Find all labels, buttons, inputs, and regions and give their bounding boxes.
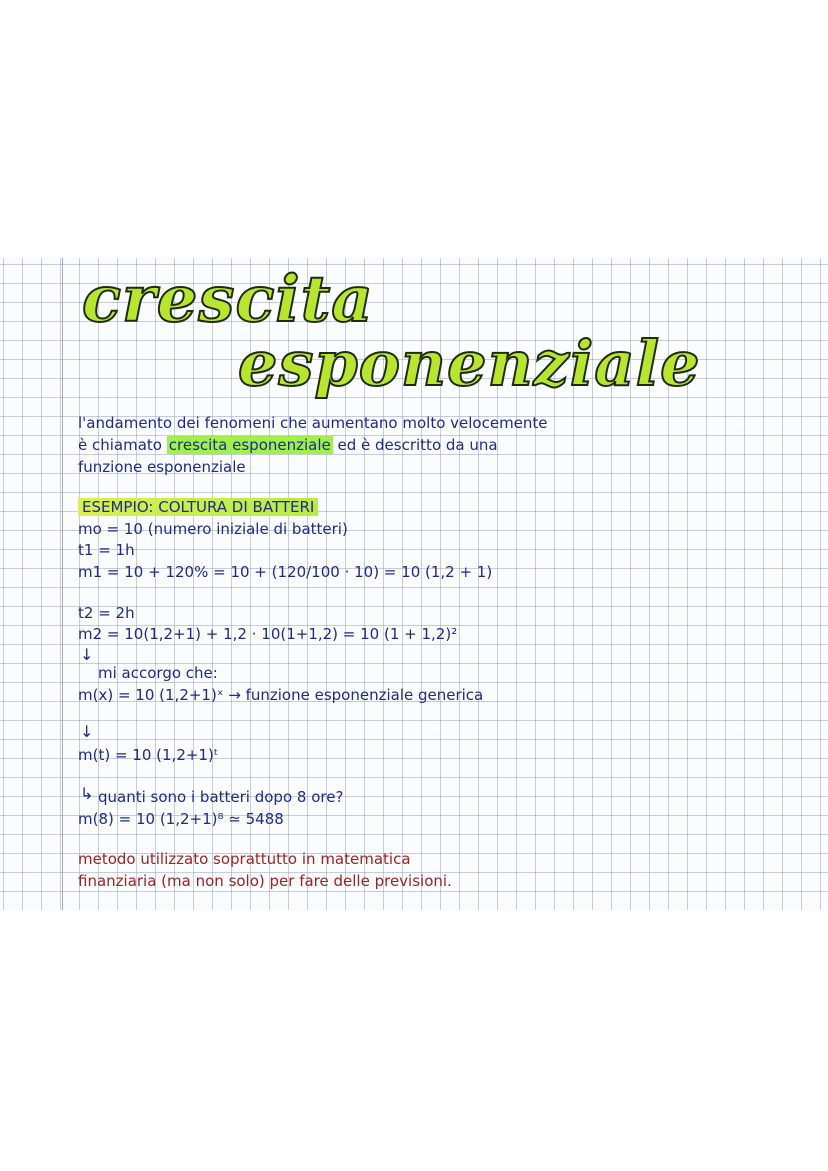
example-m8: m(8) = 10 (1,2+1)⁸ ≃ 5488 (78, 810, 284, 828)
intro-line-3: funzione esponenziale (78, 458, 246, 476)
intro-line-1: l'andamento dei fenomeni che aumentano molto velocemente (78, 414, 548, 432)
example-note: mi accorgo che: (98, 664, 218, 682)
example-m1: m1 = 10 + 120% = 10 + (120/100 · 10) = 10 (1,2 + 1) (78, 563, 493, 581)
closing-line-2: finanziaria (ma non solo) per fare delle previsioni. (78, 872, 452, 890)
example-t2: t2 = 2h (78, 604, 135, 622)
example-heading: ESEMPIO: COLTURA DI BATTERI (78, 498, 318, 516)
down-arrow-icon: ↓ (80, 722, 94, 741)
down-arrow-icon: ↓ (80, 645, 94, 664)
title-line-2: esponenziale (238, 327, 701, 400)
example-mx: m(x) = 10 (1,2+1)ˣ → funzione esponenziale generica (78, 686, 484, 704)
intro-line-2 (78, 436, 498, 455)
title-line-1: crescita (82, 262, 374, 337)
example-m2: m2 = 10(1,2+1) + 1,2 · 10(1+1,2) = 10 (1 + 1,2)² (78, 625, 458, 643)
example-question: quanti sono i batteri dopo 8 ore? (98, 788, 344, 806)
intro-highlight: crescita esponenziale (168, 436, 331, 454)
closing-line-1: metodo utilizzato soprattutto in matematica (78, 850, 411, 868)
corner-arrow-icon: ↳ (80, 784, 94, 803)
intro-line-2-start: è chiamato (78, 436, 167, 454)
example-m0: mo = 10 (numero iniziale di batteri) (78, 520, 348, 538)
example-mt: m(t) = 10 (1,2+1)ᵗ (78, 746, 219, 764)
example-t1: t1 = 1h (78, 541, 135, 559)
intro-line-2-end: ed è descritto da una (332, 436, 498, 454)
